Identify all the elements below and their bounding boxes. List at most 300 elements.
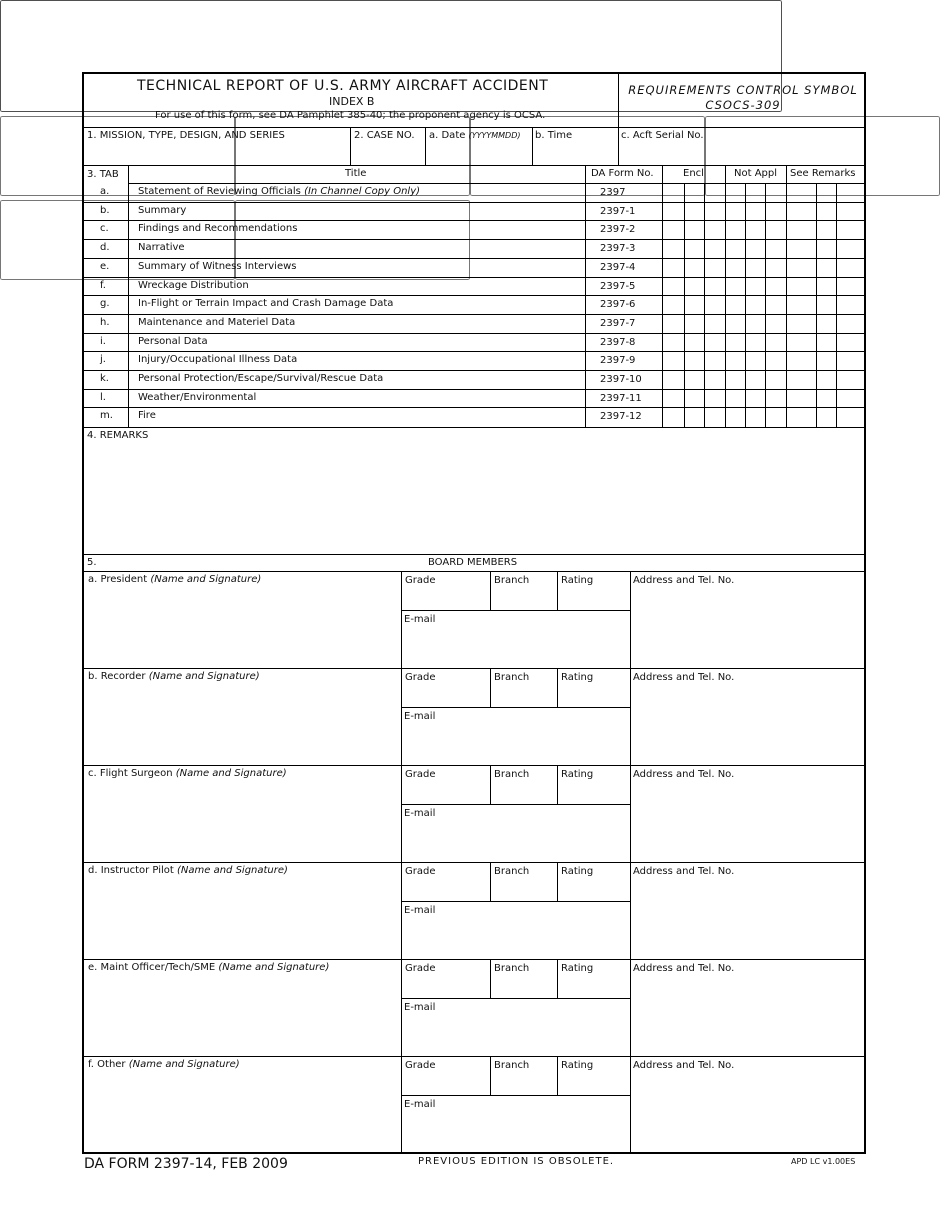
member-signature-hint: (Name and Signature) bbox=[150, 574, 262, 585]
encl-checkbox[interactable] bbox=[663, 408, 684, 426]
encl-checkbox[interactable] bbox=[685, 240, 704, 258]
branch-input[interactable] bbox=[493, 589, 555, 607]
divider bbox=[490, 862, 491, 901]
rating-label: Rating bbox=[561, 672, 594, 683]
tab-letter: b. bbox=[100, 204, 110, 216]
branch-input[interactable] bbox=[493, 783, 555, 801]
email-input[interactable] bbox=[404, 823, 628, 858]
encl-checkbox[interactable] bbox=[685, 184, 704, 202]
see-remarks-checkbox[interactable] bbox=[837, 371, 864, 389]
member-role: f. Other bbox=[88, 1059, 126, 1070]
not-appl-checkbox[interactable] bbox=[766, 296, 786, 314]
email-label: E-mail bbox=[404, 711, 436, 722]
da-form-number: 2397-11 bbox=[600, 392, 642, 404]
encl-checkbox[interactable] bbox=[685, 259, 704, 277]
divider bbox=[83, 959, 865, 960]
member-role-label bbox=[88, 1060, 240, 1070]
see-remarks-checkbox[interactable] bbox=[837, 390, 864, 408]
not-appl-checkbox[interactable] bbox=[746, 203, 765, 221]
encl-checkbox[interactable] bbox=[685, 296, 704, 314]
header-divider bbox=[618, 73, 619, 128]
see-remarks-checkbox[interactable] bbox=[837, 203, 864, 221]
grade-label: Grade bbox=[405, 866, 436, 877]
not-appl-checkbox[interactable] bbox=[766, 259, 786, 277]
see-remarks-header: See Remarks bbox=[790, 168, 856, 179]
divider bbox=[83, 1056, 865, 1057]
rating-label: Rating bbox=[561, 1060, 594, 1071]
member-signature-hint: (Name and Signature) bbox=[177, 865, 288, 876]
rating-label: Rating bbox=[561, 769, 594, 780]
branch-input[interactable] bbox=[493, 1074, 555, 1092]
tab-letter: h. bbox=[100, 316, 110, 328]
grade-input[interactable] bbox=[404, 783, 488, 801]
see-remarks-checkbox[interactable] bbox=[817, 352, 836, 370]
divider bbox=[83, 571, 865, 572]
tab-letter: k. bbox=[100, 373, 109, 384]
address-label: Address and Tel. No. bbox=[633, 672, 735, 683]
divider bbox=[490, 571, 491, 610]
tab-title-text: Weather/Environmental bbox=[138, 391, 257, 403]
row-divider bbox=[83, 202, 865, 203]
divider bbox=[401, 804, 630, 805]
address-label: Address and Tel. No. bbox=[633, 575, 735, 586]
not-appl-checkbox[interactable] bbox=[705, 315, 725, 333]
tab-title-text: In-Flight or Terrain Impact and Crash Damage Data bbox=[138, 298, 394, 310]
divider bbox=[630, 959, 631, 1056]
member-role-label bbox=[88, 575, 261, 585]
see-remarks-checkbox[interactable] bbox=[817, 221, 836, 239]
see-remarks-checkbox[interactable] bbox=[837, 278, 864, 296]
see-remarks-checkbox[interactable] bbox=[787, 240, 816, 258]
da-form-number: 2397-2 bbox=[600, 224, 636, 236]
see-remarks-checkbox[interactable] bbox=[817, 203, 836, 221]
divider bbox=[401, 862, 402, 959]
divider bbox=[425, 127, 426, 165]
tab-title-text: Summary bbox=[138, 204, 187, 216]
address-label: Address and Tel. No. bbox=[633, 1060, 735, 1071]
tab-title-text: Personal Data bbox=[138, 335, 208, 347]
see-remarks-checkbox[interactable] bbox=[837, 221, 864, 239]
see-remarks-checkbox[interactable] bbox=[817, 184, 836, 202]
not-appl-checkbox[interactable] bbox=[746, 240, 765, 258]
not-appl-checkbox[interactable] bbox=[766, 371, 786, 389]
branch-label: Branch bbox=[494, 575, 530, 586]
not-appl-checkbox[interactable] bbox=[726, 240, 745, 258]
see-remarks-checkbox[interactable] bbox=[787, 221, 816, 239]
not-appl-checkbox[interactable] bbox=[726, 408, 745, 426]
tab-title bbox=[138, 187, 420, 197]
encl-checkbox[interactable] bbox=[685, 315, 704, 333]
tab-title bbox=[138, 355, 297, 365]
tab-letter: g. bbox=[100, 298, 110, 310]
branch-label: Branch bbox=[494, 866, 530, 877]
see-remarks-checkbox[interactable] bbox=[817, 334, 836, 352]
see-remarks-checkbox[interactable] bbox=[817, 296, 836, 314]
board-members-heading: BOARD MEMBERS bbox=[428, 557, 518, 568]
time-input[interactable] bbox=[535, 145, 615, 163]
divider bbox=[630, 862, 631, 959]
encl-checkbox[interactable] bbox=[685, 408, 704, 426]
see-remarks-checkbox[interactable] bbox=[837, 352, 864, 370]
email-label: E-mail bbox=[404, 905, 436, 916]
branch-input[interactable] bbox=[493, 977, 555, 995]
encl-checkbox[interactable] bbox=[685, 352, 704, 370]
not-appl-checkbox[interactable] bbox=[726, 259, 745, 277]
not-appl-checkbox[interactable] bbox=[726, 221, 745, 239]
da-form-number: 2397-7 bbox=[600, 317, 636, 329]
not-appl-checkbox[interactable] bbox=[705, 371, 725, 389]
see-remarks-checkbox[interactable] bbox=[787, 390, 816, 408]
divider bbox=[83, 765, 865, 766]
not-appl-checkbox[interactable] bbox=[766, 240, 786, 258]
divider bbox=[786, 165, 787, 427]
da-form-number: 2397-5 bbox=[600, 280, 636, 292]
rating-input[interactable] bbox=[560, 1074, 628, 1092]
divider bbox=[532, 127, 533, 165]
not-appl-checkbox[interactable] bbox=[726, 184, 745, 202]
not-appl-checkbox[interactable] bbox=[746, 408, 765, 426]
see-remarks-checkbox[interactable] bbox=[817, 278, 836, 296]
not-appl-checkbox[interactable] bbox=[766, 334, 786, 352]
divider bbox=[684, 183, 685, 427]
see-remarks-checkbox[interactable] bbox=[837, 334, 864, 352]
row-divider bbox=[83, 220, 865, 221]
divider bbox=[401, 668, 402, 765]
not-appl-checkbox[interactable] bbox=[726, 390, 745, 408]
email-input[interactable] bbox=[404, 1017, 628, 1052]
rating-input[interactable] bbox=[560, 686, 628, 704]
encl-checkbox[interactable] bbox=[685, 390, 704, 408]
not-appl-checkbox[interactable] bbox=[746, 184, 765, 202]
da-form-number: 2397 bbox=[600, 187, 626, 198]
see-remarks-checkbox[interactable] bbox=[787, 352, 816, 370]
tab-title-text: Summary of Witness Interviews bbox=[138, 260, 297, 272]
divider bbox=[401, 1095, 630, 1096]
tab-letter: f. bbox=[100, 279, 106, 291]
not-appl-checkbox[interactable] bbox=[705, 352, 725, 370]
requirements-control-number: CSOCS-309 bbox=[705, 98, 781, 112]
not-appl-checkbox[interactable] bbox=[726, 352, 745, 370]
address-label: Address and Tel. No. bbox=[633, 963, 735, 974]
encl-checkbox[interactable] bbox=[685, 278, 704, 296]
encl-checkbox[interactable] bbox=[663, 296, 684, 314]
row-divider bbox=[83, 333, 865, 334]
encl-checkbox[interactable] bbox=[685, 203, 704, 221]
encl-checkbox[interactable] bbox=[663, 371, 684, 389]
not-appl-checkbox[interactable] bbox=[766, 184, 786, 202]
encl-checkbox[interactable] bbox=[663, 352, 684, 370]
rating-input[interactable] bbox=[560, 783, 628, 801]
da-form-number: 2397-3 bbox=[600, 243, 636, 255]
divider bbox=[557, 668, 558, 707]
encl-checkbox[interactable] bbox=[663, 278, 684, 296]
row-divider bbox=[83, 295, 865, 296]
encl-checkbox[interactable] bbox=[685, 221, 704, 239]
member-role-label bbox=[88, 963, 329, 973]
date-input[interactable] bbox=[428, 145, 531, 163]
see-remarks-checkbox[interactable] bbox=[817, 371, 836, 389]
divider bbox=[490, 668, 491, 707]
divider bbox=[350, 127, 351, 165]
encl-checkbox[interactable] bbox=[685, 334, 704, 352]
divider bbox=[83, 668, 865, 669]
tab-letter: d. bbox=[100, 242, 110, 254]
divider bbox=[745, 183, 746, 427]
address-label: Address and Tel. No. bbox=[633, 769, 735, 780]
not-appl-checkbox[interactable] bbox=[746, 296, 765, 314]
tab-title-text: Narrative bbox=[138, 242, 185, 254]
row-divider bbox=[83, 314, 865, 315]
not-appl-checkbox[interactable] bbox=[766, 278, 786, 296]
divider bbox=[401, 901, 630, 902]
form-subtitle: INDEX B bbox=[329, 95, 375, 108]
not-appl-checkbox[interactable] bbox=[705, 203, 725, 221]
not-appl-checkbox[interactable] bbox=[705, 408, 725, 426]
not-appl-checkbox[interactable] bbox=[705, 259, 725, 277]
not-appl-checkbox[interactable] bbox=[705, 334, 725, 352]
not-appl-checkbox[interactable] bbox=[766, 203, 786, 221]
tab-letter: i. bbox=[100, 335, 106, 347]
not-appl-checkbox[interactable] bbox=[766, 352, 786, 370]
not-appl-checkbox[interactable] bbox=[705, 296, 725, 314]
see-remarks-checkbox[interactable] bbox=[817, 240, 836, 258]
member-name-signature-input[interactable] bbox=[87, 880, 397, 955]
member-name-signature-input[interactable] bbox=[87, 977, 397, 1052]
not-appl-checkbox[interactable] bbox=[766, 315, 786, 333]
divider bbox=[401, 1056, 402, 1153]
mission-input[interactable] bbox=[86, 145, 348, 163]
divider bbox=[725, 165, 726, 427]
see-remarks-checkbox[interactable] bbox=[837, 240, 864, 258]
grade-input[interactable] bbox=[404, 1074, 488, 1092]
not-appl-checkbox[interactable] bbox=[766, 390, 786, 408]
not-appl-checkbox[interactable] bbox=[726, 371, 745, 389]
case-no-input[interactable] bbox=[353, 145, 423, 163]
see-remarks-checkbox[interactable] bbox=[817, 408, 836, 426]
see-remarks-checkbox[interactable] bbox=[837, 184, 864, 202]
tab-letter: c. bbox=[100, 223, 109, 235]
tab-title-text: Fire bbox=[138, 410, 156, 422]
tab-letter: a. bbox=[100, 186, 110, 197]
encl-checkbox[interactable] bbox=[663, 221, 684, 239]
not-appl-checkbox[interactable] bbox=[726, 315, 745, 333]
acft-serial-input[interactable] bbox=[621, 145, 863, 163]
tab-title bbox=[138, 299, 393, 309]
see-remarks-checkbox[interactable] bbox=[787, 203, 816, 221]
see-remarks-checkbox[interactable] bbox=[837, 408, 864, 426]
not-appl-checkbox[interactable] bbox=[746, 278, 765, 296]
not-appl-checkbox[interactable] bbox=[726, 278, 745, 296]
tab-title bbox=[138, 374, 383, 384]
not-appl-checkbox[interactable] bbox=[746, 371, 765, 389]
see-remarks-checkbox[interactable] bbox=[817, 315, 836, 333]
not-appl-checkbox[interactable] bbox=[746, 390, 765, 408]
row-divider bbox=[83, 258, 865, 259]
da-form-number: 2397-4 bbox=[600, 261, 636, 273]
tab-title-text: Personal Protection/Escape/Survival/Rescue Data bbox=[138, 373, 384, 384]
divider bbox=[490, 959, 491, 998]
tab-header: 3. TAB bbox=[87, 169, 119, 180]
see-remarks-checkbox[interactable] bbox=[787, 408, 816, 426]
tab-title-text: Wreckage Distribution bbox=[138, 279, 249, 291]
member-role-label bbox=[88, 769, 287, 779]
divider bbox=[490, 765, 491, 804]
not-appl-checkbox[interactable] bbox=[705, 184, 725, 202]
member-signature-hint: (Name and Signature) bbox=[148, 671, 260, 682]
version-label: APD LC v1.00ES bbox=[791, 1157, 856, 1166]
form-title: TECHNICAL REPORT OF U.S. ARMY AIRCRAFT ACCIDENT bbox=[137, 78, 549, 94]
encl-checkbox[interactable] bbox=[663, 390, 684, 408]
not-appl-checkbox[interactable] bbox=[726, 334, 745, 352]
not-appl-checkbox[interactable] bbox=[766, 221, 786, 239]
encl-checkbox[interactable] bbox=[663, 259, 684, 277]
divider bbox=[83, 165, 865, 166]
member-role: e. Maint Officer/Tech/SME bbox=[88, 962, 216, 973]
branch-input[interactable] bbox=[493, 880, 555, 898]
divider bbox=[836, 183, 837, 427]
divider bbox=[662, 165, 663, 427]
encl-checkbox[interactable] bbox=[663, 184, 684, 202]
see-remarks-checkbox[interactable] bbox=[787, 296, 816, 314]
not-appl-checkbox[interactable] bbox=[705, 221, 725, 239]
divider bbox=[630, 668, 631, 765]
grade-input[interactable] bbox=[404, 686, 488, 704]
board-number: 5. bbox=[87, 557, 97, 568]
email-input[interactable] bbox=[404, 629, 628, 664]
see-remarks-checkbox[interactable] bbox=[787, 259, 816, 277]
rating-input[interactable] bbox=[560, 977, 628, 995]
row-divider bbox=[83, 407, 865, 408]
divider bbox=[83, 427, 865, 428]
divider bbox=[401, 610, 630, 611]
row-divider bbox=[83, 239, 865, 240]
remarks-label: 4. REMARKS bbox=[87, 430, 149, 441]
tab-letter: m. bbox=[100, 410, 113, 422]
divider bbox=[618, 127, 619, 165]
not-appl-checkbox[interactable] bbox=[705, 240, 725, 258]
see-remarks-checkbox[interactable] bbox=[837, 296, 864, 314]
see-remarks-checkbox[interactable] bbox=[787, 278, 816, 296]
row-divider bbox=[83, 351, 865, 352]
tab-letter: j. bbox=[100, 354, 106, 366]
rating-input[interactable] bbox=[560, 880, 628, 898]
tab-letter: l. bbox=[100, 391, 106, 403]
branch-label: Branch bbox=[494, 1060, 530, 1071]
member-name-signature-input[interactable] bbox=[87, 686, 397, 761]
not-appl-checkbox[interactable] bbox=[726, 296, 745, 314]
see-remarks-checkbox[interactable] bbox=[787, 371, 816, 389]
divider bbox=[630, 571, 631, 668]
grade-label: Grade bbox=[405, 575, 436, 586]
not-appl-header: Not Appl bbox=[734, 168, 778, 179]
divider bbox=[401, 765, 402, 862]
email-input[interactable] bbox=[404, 920, 628, 955]
not-appl-checkbox[interactable] bbox=[746, 315, 765, 333]
requirements-control-symbol: REQUIREMENTS CONTROL SYMBOL bbox=[628, 83, 858, 97]
da-form-number: 2397-8 bbox=[600, 336, 636, 348]
divider bbox=[630, 1056, 631, 1153]
not-appl-checkbox[interactable] bbox=[746, 352, 765, 370]
member-role-label bbox=[88, 866, 288, 876]
divider bbox=[401, 959, 402, 1056]
encl-checkbox[interactable] bbox=[663, 315, 684, 333]
title-header: Title bbox=[345, 168, 367, 179]
rating-input[interactable] bbox=[560, 589, 628, 607]
member-signature-hint: (Name and Signature) bbox=[218, 962, 330, 973]
not-appl-checkbox[interactable] bbox=[746, 334, 765, 352]
email-label: E-mail bbox=[404, 614, 436, 625]
not-appl-checkbox[interactable] bbox=[726, 203, 745, 221]
divider bbox=[630, 765, 631, 862]
tab-title-text: Findings and Recommendations bbox=[138, 223, 298, 235]
not-appl-checkbox[interactable] bbox=[705, 278, 725, 296]
see-remarks-checkbox[interactable] bbox=[787, 334, 816, 352]
divider bbox=[704, 183, 705, 427]
row-divider bbox=[83, 389, 865, 390]
not-appl-checkbox[interactable] bbox=[766, 408, 786, 426]
grade-input[interactable] bbox=[404, 880, 488, 898]
divider bbox=[401, 707, 630, 708]
grade-label: Grade bbox=[405, 672, 436, 683]
row-divider bbox=[83, 277, 865, 278]
grade-input[interactable] bbox=[404, 589, 488, 607]
case-no-label: 2. CASE NO. bbox=[354, 130, 415, 141]
encl-checkbox[interactable] bbox=[685, 371, 704, 389]
not-appl-checkbox[interactable] bbox=[746, 259, 765, 277]
divider bbox=[128, 165, 129, 427]
see-remarks-checkbox[interactable] bbox=[817, 390, 836, 408]
grade-input[interactable] bbox=[404, 977, 488, 995]
branch-input[interactable] bbox=[493, 686, 555, 704]
member-role-label bbox=[88, 672, 260, 682]
divider bbox=[557, 1056, 558, 1095]
encl-checkbox[interactable] bbox=[663, 240, 684, 258]
see-remarks-checkbox[interactable] bbox=[837, 259, 864, 277]
tab-title bbox=[138, 224, 297, 234]
email-input[interactable] bbox=[404, 1114, 628, 1149]
see-remarks-checkbox[interactable] bbox=[837, 315, 864, 333]
divider bbox=[765, 183, 766, 427]
branch-label: Branch bbox=[494, 963, 530, 974]
member-role: b. Recorder bbox=[88, 671, 146, 682]
not-appl-checkbox[interactable] bbox=[746, 221, 765, 239]
member-name-signature-input[interactable] bbox=[87, 783, 397, 858]
member-name-signature-input[interactable] bbox=[87, 1074, 397, 1149]
date-label: a. Date (YYYYMMDD) bbox=[429, 130, 521, 141]
see-remarks-checkbox[interactable] bbox=[787, 184, 816, 202]
branch-label: Branch bbox=[494, 672, 530, 683]
tab-title bbox=[138, 318, 295, 328]
member-name-signature-input[interactable] bbox=[87, 589, 397, 664]
see-remarks-checkbox[interactable] bbox=[787, 315, 816, 333]
see-remarks-checkbox[interactable] bbox=[817, 259, 836, 277]
divider bbox=[83, 862, 865, 863]
tab-title bbox=[138, 281, 249, 291]
divider bbox=[816, 183, 817, 427]
tab-title bbox=[138, 243, 185, 253]
email-input[interactable] bbox=[404, 726, 628, 761]
tab-title bbox=[138, 337, 208, 347]
form-id: DA FORM 2397-14, FEB 2009 bbox=[84, 1156, 288, 1172]
divider bbox=[557, 959, 558, 998]
da-form-number: 2397-1 bbox=[600, 205, 636, 217]
encl-checkbox[interactable] bbox=[663, 334, 684, 352]
not-appl-checkbox[interactable] bbox=[705, 390, 725, 408]
tab-title bbox=[138, 393, 256, 403]
encl-checkbox[interactable] bbox=[663, 203, 684, 221]
branch-label: Branch bbox=[494, 769, 530, 780]
grade-label: Grade bbox=[405, 769, 436, 780]
